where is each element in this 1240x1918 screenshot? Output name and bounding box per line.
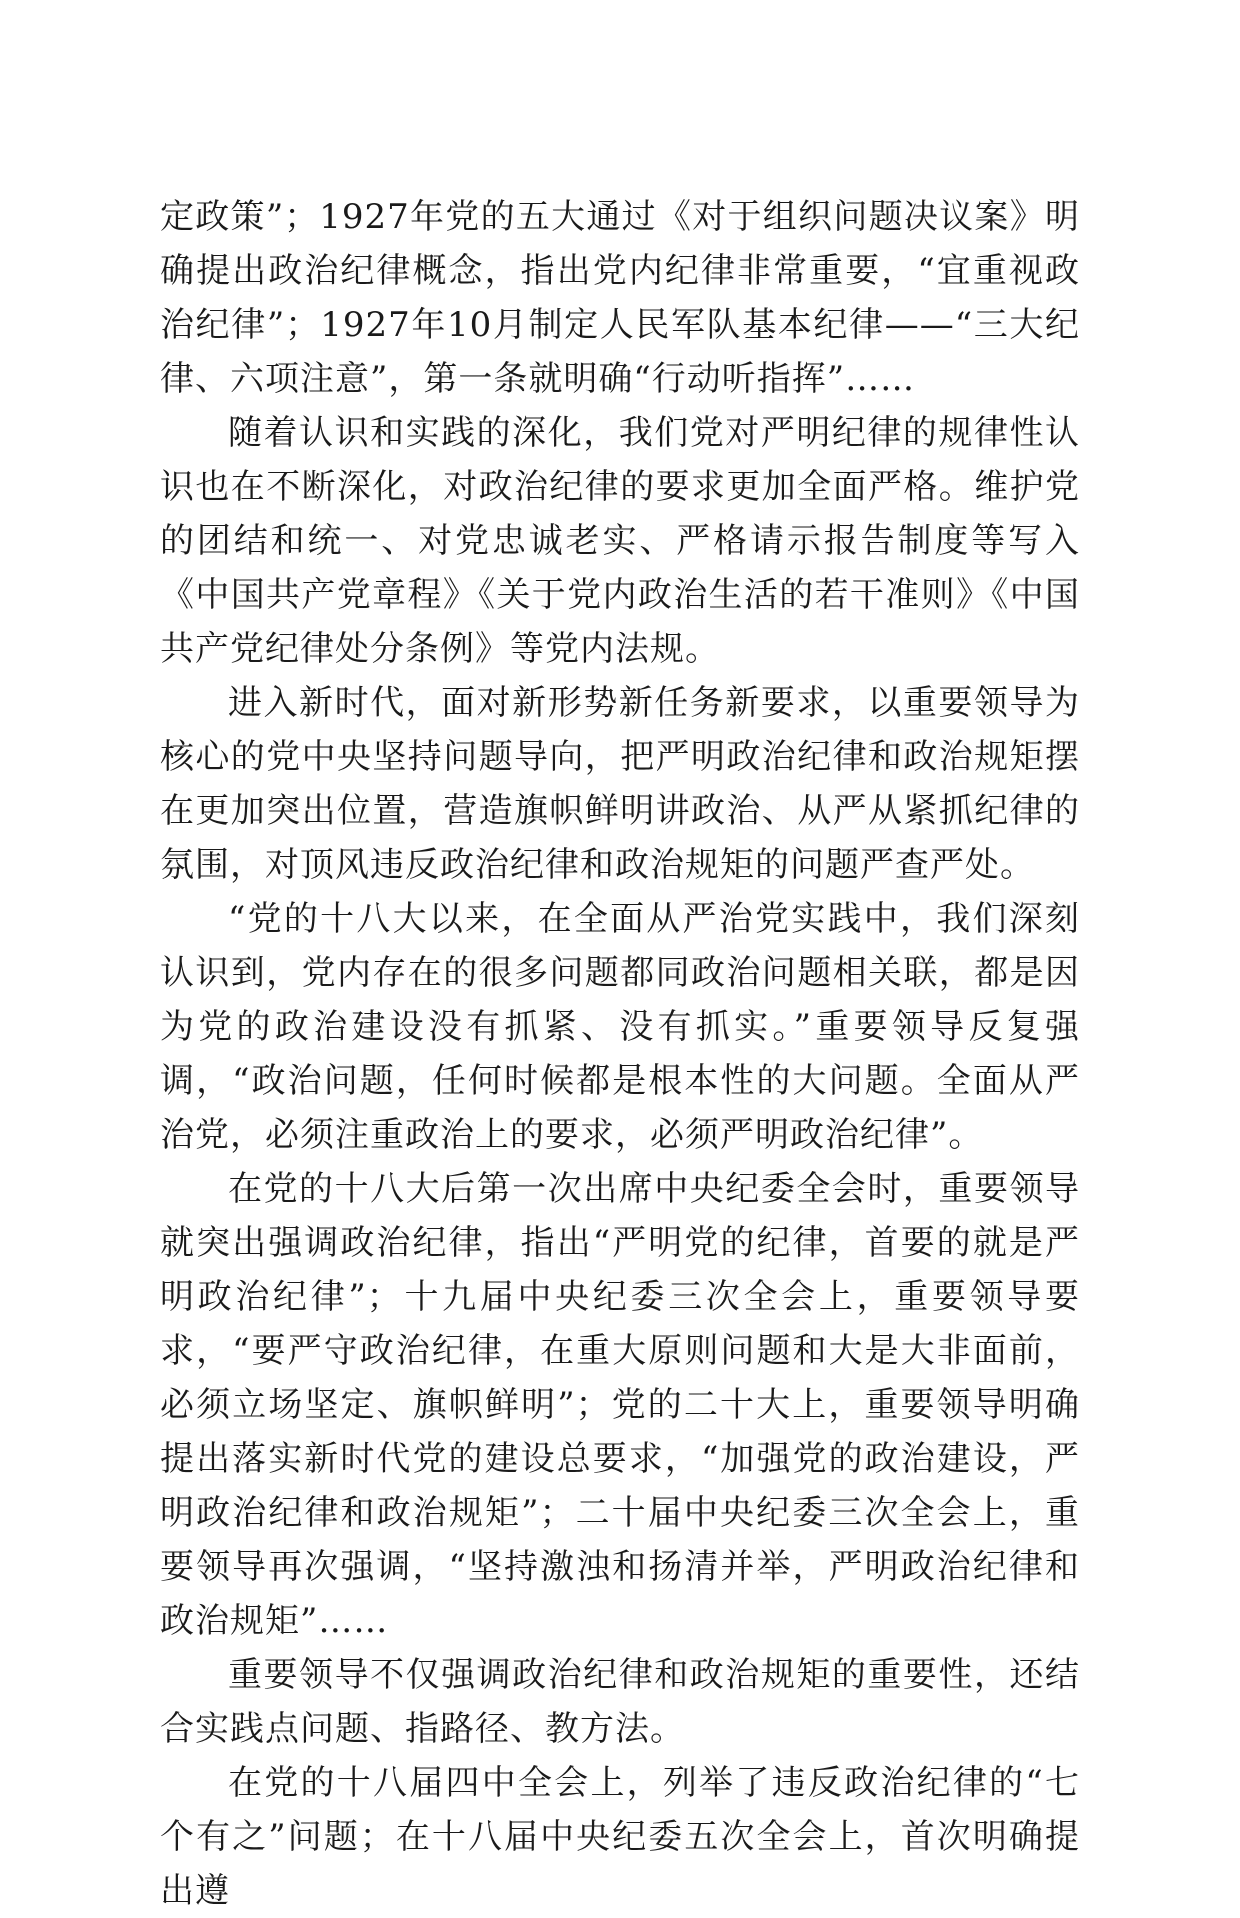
paragraph: “党的十八大以来，在全面从严治党实践中，我们深刻认识到，党内存在的很多问题都同政治问题相关联，都是因为党的政治建设没有抓紧、没有抓实。”重要领导反复强调，“政治问题，任何时候都是根本性的大问题。全面从严治党，必须注重政治上的要求，必须严明政治纪律”。 [160, 899, 1080, 1155]
paragraph: 随着认识和实践的深化，我们党对严明纪律的规律性认识也在不断深化，对政治纪律的要求更加全面严格。维护党的团结和统一、对党忠诚老实、严格请示报告制度等写入《中国共产党章程》《关于党内政治生活的若干准则》《中国共产党纪律处分条例》等党内法规。 [160, 413, 1080, 669]
paragraph: 在党的十八届四中全会上，列举了违反政治纪律的“七个有之”问题；在十八届中央纪委五次全会上，首次明确提出遵 [160, 1763, 1080, 1911]
paragraph: 在党的十八大后第一次出席中央纪委全会时，重要领导就突出强调政治纪律，指出“严明党的纪律，首要的就是严明政治纪律”；十九届中央纪委三次全会上，重要领导要求，“要严守政治纪律，在重大原则问题和大是大非面前，必须立场坚定、旗帜鲜明”；党的二十大上，重要领导明确提出落实新时代党的建设总要求，“加强党的政治建设，严明政治纪律和政治规矩”；二十届中央纪委三次全会上，重要领导再次强调，“坚持激浊和扬清并举，严明政治纪律和政治规矩”…… [160, 1169, 1080, 1641]
paragraph-continuation: 定政策”；1927年党的五大通过《对于组织问题决议案》明确提出政治纪律概念，指出党内纪律非常重要，“宜重视政治纪律”；1927年10月制定人民军队基本纪律——“三大纪律、六项注意”，第一条就明确“行动听指挥”…… [160, 197, 1080, 399]
body-text [160, 190, 1080, 1918]
paragraph: 重要领导不仅强调政治纪律和政治规矩的重要性，还结合实践点问题、指路径、教方法。 [160, 1655, 1080, 1749]
paragraph: 进入新时代，面对新形势新任务新要求，以重要领导为核心的党中央坚持问题导向，把严明政治纪律和政治规矩摆在更加突出位置，营造旗帜鲜明讲政治、从严从紧抓纪律的氛围，对顶风违反政治纪律和政治规矩的问题严查严处。 [160, 683, 1080, 885]
